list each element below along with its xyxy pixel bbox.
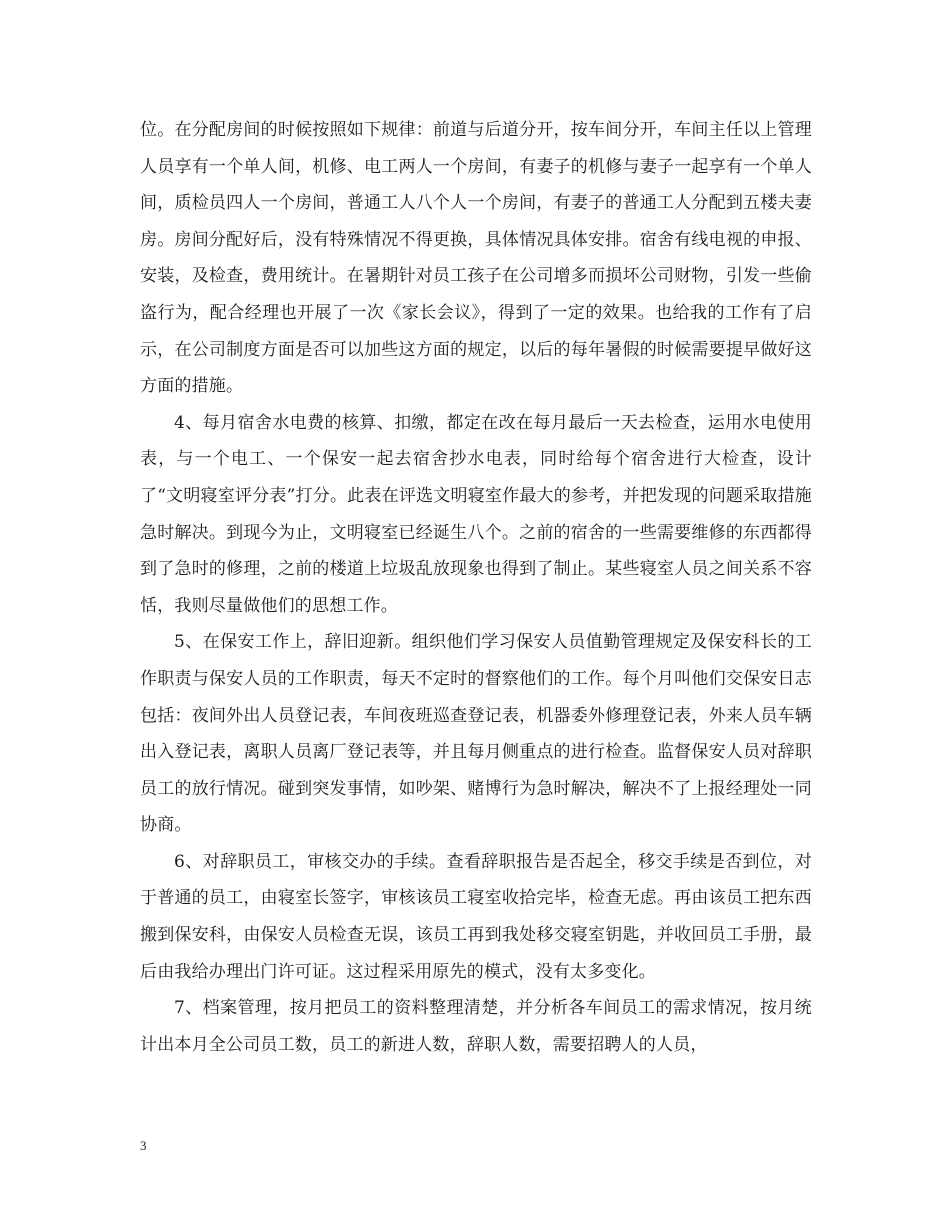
paragraph-security-work: 5、在保安工作上，辞旧迎新。组织他们学习保安人员值勤管理规定及保安科长的工作职责与保安人员的工作职责，每天不定时的督察他们的工作。每个月叫他们交保安日志包括：夜间外出人员登记表，车间夜班巡查登记表，机器委外修理登记表，外来人员车辆出入登记表，离职人员离厂登记表等，并且每月侧重点的进行检查。监督保安人员对辞职员工的放行情况。碰到突发事情，如吵架、赌博行为急时解决，解决不了上报经理处一同协商。	[140, 632, 812, 836]
paragraph-room-allocation: 位。在分配房间的时候按照如下规律：前道与后道分开，按车间分开，车间主任以上管理人员享有一个单人间，机修、电工两人一个房间，有妻子的机修与妻子一起享有一个单人间，质检员四人一个房间，普通工人八个人一个房间，有妻子的普通工人分配到五楼夫妻房。房间分配好后，没有特殊情况不得更换，具体情况具体安排。宿舍有线电视的申报、安装，及检查，费用统计。在暑期针对员工孩子在公司增多而损坏公司财物，引发一些偷盗行为，配合经理也开展了一次《家长会议》，得到了一定的效果。也给我的工作有了启示，在公司制度方面是否可以加些这方面的规定，以后的每年暑假的时候需要提早做好这方面的措施。	[140, 120, 812, 397]
paragraph-resignation-procedure: 6、对辞职员工，审核交办的手续。查看辞职报告是否起全，移交手续是否到位，对于普通的员工，由寝室长签字，审核该员工寝室收拾完毕，检查无虑。再由该员工把东西搬到保安科，由保安人员检查无误，该员工再到我处移交寝室钥匙，并收回员工手册，最后由我给办理出门许可证。这过程采用原先的模式，没有太多变化。	[140, 851, 812, 982]
paragraph-archive-management: 7、档案管理，按月把员工的资料整理清楚，并分析各车间员工的需求情况，按月统计出本月全公司员工数，员工的新进人数，辞职人数，需要招聘人的人员，	[140, 998, 812, 1055]
paragraph-utilities-inspection: 4、每月宿舍水电费的核算、扣缴，都定在改在每月最后一天去检查，运用水电使用表，与一个电工、一个保安一起去宿舍抄水电表，同时给每个宿舍进行大检查，设计了“文明寝室评分表”打分。此表在评选文明寝室作最大的参考，并把发现的问题采取措施急时解决。到现今为止，文明寝室已经诞生八个。之前的宿舍的一些需要维修的东西都得到了急时的修理，之前的楼道上垃圾乱放现象也得到了制止。某些寝室人员之间关系不容恬，我则尽量做他们的思想工作。	[140, 412, 812, 616]
page-number: 3	[140, 1138, 147, 1153]
document-body	[140, 112, 812, 1063]
